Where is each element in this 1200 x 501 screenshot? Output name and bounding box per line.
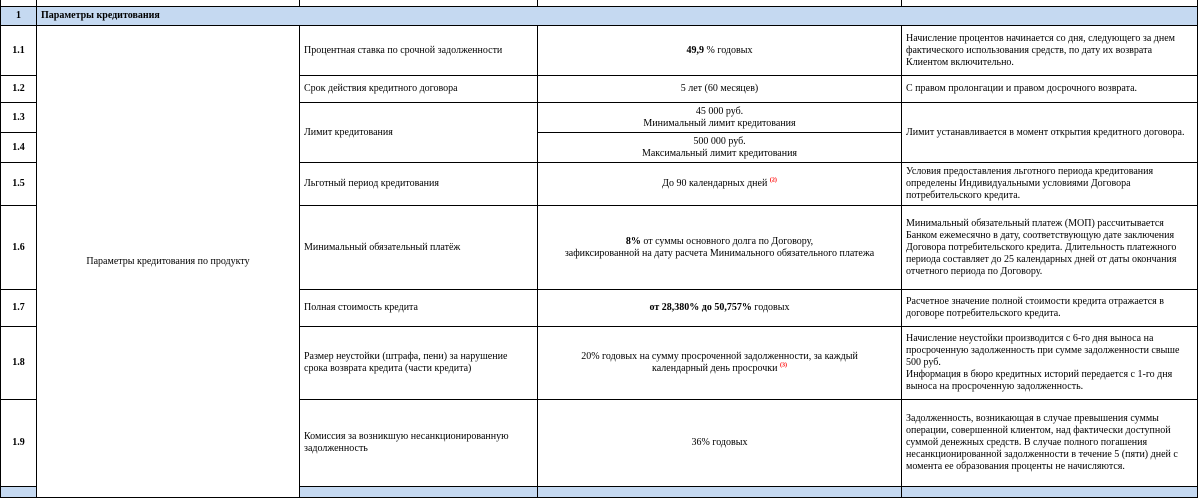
- param-note: Лимит устанавливается в момент открытия кредитного договора.: [902, 103, 1198, 163]
- section-header-row: [1, 7, 1198, 26]
- row-number: 1.4: [1, 133, 37, 163]
- row-number: 1.8: [1, 327, 37, 400]
- section-title: Параметры кредитования: [37, 7, 1198, 26]
- param-name: Полная стоимость кредита: [300, 290, 538, 327]
- param-value: от 28,380% до 50,757% годовых: [538, 290, 902, 327]
- row-number: 1.6: [1, 206, 37, 290]
- param-note: Расчетное значение полной стоимости кредита отражается в договоре потребительского кредита.: [902, 290, 1198, 327]
- param-name: Льготный период кредитования: [300, 163, 538, 206]
- param-value: 36% годовых: [538, 400, 902, 487]
- param-value: 5 лет (60 месяцев): [538, 76, 902, 103]
- param-name: Лимит кредитования: [300, 103, 538, 163]
- param-value: 45 000 руб. Минимальный лимит кредитования: [538, 103, 902, 133]
- param-name: Срок действия кредитного договора: [300, 76, 538, 103]
- section-number: 1: [1, 7, 37, 26]
- param-note: Начисление процентов начинается со дня, следующего за днем фактического использования средств, по дату их возврата Клиентом включительно.: [902, 26, 1198, 76]
- param-value: До 90 календарных дней $^{(2)}$: [538, 163, 902, 206]
- param-note: Условия предоставления льготного периода кредитования определены Индивидуальными условиями Договора потребительского кредита.: [902, 163, 1198, 206]
- param-name: Минимальный обязательный платёж: [300, 206, 538, 290]
- param-value: 49,9 % годовых: [538, 26, 902, 76]
- row-number: 1.9: [1, 400, 37, 487]
- row-number: 1.3: [1, 103, 37, 133]
- param-name: Размер неустойки (штрафа, пени) за нарушение срока возврата кредита (части кредита): [300, 327, 538, 400]
- row-number: 1.1: [1, 26, 37, 76]
- footnote-marker: (2): [769, 177, 777, 184]
- param-note: Минимальный обязательный платеж (МОП) рассчитывается Банком ежемесячно в дату, соответствующую дате заключения Договора потребительского кредита. Длительность платежного периода составляет до 25 календарных дней от даты окончания отчетного периода по Договору.: [902, 206, 1198, 290]
- param-note: С правом пролонгации и правом досрочного возврата.: [902, 76, 1198, 103]
- row-number: 1.5: [1, 163, 37, 206]
- footnote-marker: (3): [779, 362, 787, 369]
- param-name: Процентная ставка по срочной задолженности: [300, 26, 538, 76]
- param-value: 8% от суммы основного долга по Договору, зафиксированной на дату расчета Минимального обязательного платежа: [538, 206, 902, 290]
- param-value: 20% годовых на сумму просроченной задолженности, за каждый календарный день просрочки $^{(3)}$: [538, 327, 902, 400]
- row-number: 1.2: [1, 76, 37, 103]
- param-note: Начисление неустойки производится с 6-го дня выноса на просроченную задолженность при сумме задолженности свыше 500 руб. Информация в бюро кредитных историй передается с 1-го дня выноса на просроченную задолженность.: [902, 327, 1198, 400]
- row-number: 1.7: [1, 290, 37, 327]
- group-label: Параметры кредитования по продукту: [37, 26, 300, 498]
- param-name: Комиссия за возникшую несанкционированную задолженность: [300, 400, 538, 487]
- table-row: [1, 26, 1198, 76]
- param-note: Задолженность, возникающая в случае превышения суммы операции, совершенной клиентом, над фактически доступной суммой денежных средств. В случае полного погашения несанкционированной задолженности в течение 5 (пяти) дней с момента ее образования проценты не начисляются.: [902, 400, 1198, 487]
- param-value: 500 000 руб. Максимальный лимит кредитования: [538, 133, 902, 163]
